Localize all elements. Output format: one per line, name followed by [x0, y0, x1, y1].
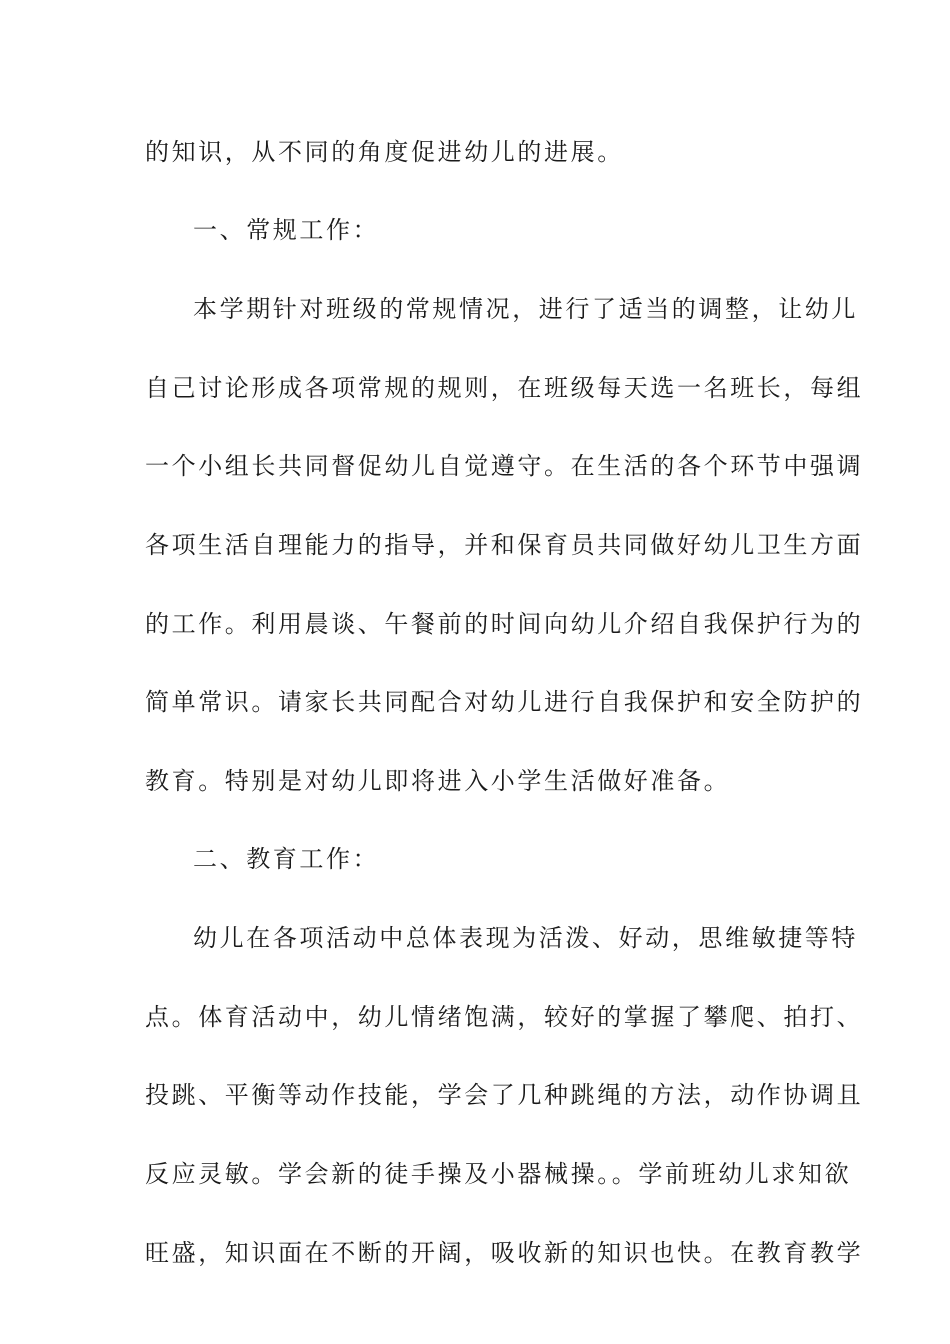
paragraph-line: 自己讨论形成各项常规的规则，在班级每天选一名班长，每组	[145, 374, 864, 402]
section-heading: 一、常规工作：	[193, 216, 380, 244]
paragraph-line: 幼儿在各项活动中总体表现为活泼、好动，思维敏捷等特	[193, 924, 858, 952]
paragraph-line: 的工作。利用晨谈、午餐前的时间向幼儿介绍自我保护行为的	[145, 610, 864, 638]
section-heading: 二、教育工作：	[193, 845, 380, 873]
paragraph-line: 点。体育活动中，幼儿情绪饱满，较好的掌握了攀爬、拍打、	[145, 1003, 864, 1031]
paragraph-line: 各项生活自理能力的指导，并和保育员共同做好幼儿卫生方面	[145, 531, 864, 559]
paragraph-line: 投跳、平衡等动作技能，学会了几种跳绳的方法，动作协调且	[145, 1081, 864, 1109]
paragraph-line: 旺盛，知识面在不断的开阔，吸收新的知识也快。在教育教学	[145, 1239, 864, 1267]
paragraph-line: 反应灵敏。学会新的徒手操及小器械操。。学前班幼儿求知欲	[145, 1160, 852, 1188]
paragraph-line: 教育。特别是对幼儿即将进入小学生活做好准备。	[145, 767, 731, 795]
paragraph-line: 简单常识。请家长共同配合对幼儿进行自我保护和安全防护的	[145, 688, 864, 716]
paragraph-line: 的知识，从不同的角度促进幼儿的进展。	[145, 138, 624, 166]
paragraph-line: 一个小组长共同督促幼儿自觉遵守。在生活的各个环节中强调	[145, 452, 864, 480]
paragraph-line: 本学期针对班级的常规情况，进行了适当的调整，让幼儿	[193, 295, 858, 323]
